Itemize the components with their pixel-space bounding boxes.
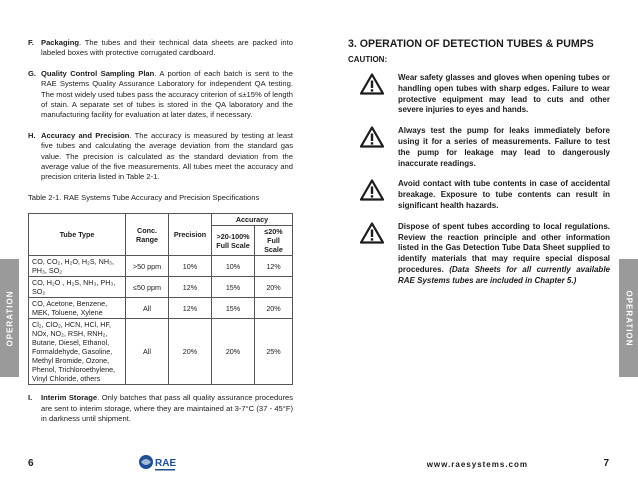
header-tube-type: Tube Type [29,214,126,256]
warning-item [348,222,610,287]
warning-text-main: Dispose of spent tubes according to local regulations. Review the reaction principle and other information listed in the Gas Detection Tube Data Sheet supplied to identify materials that may require special disposal procedures. [398,221,610,274]
header-accuracy-full: >20-100% Full Scale [212,226,255,256]
warning-item [348,73,610,116]
item-title: Packaging [41,38,79,47]
cell-acc-low: 20% [255,298,293,319]
header-accuracy-low: ≤20% Full Scale [255,226,293,256]
cell-acc-full: 15% [212,277,255,298]
cell-conc: >50 ppm [126,256,169,277]
warning-text-note: (Data Sheets for all currently available RAE Systems tubes are included in Chapter 5.) [398,264,610,285]
item-packaging [28,38,293,59]
cell-prec: 12% [169,277,212,298]
cell-prec: 20% [169,319,212,385]
cell-tube: CO, Acetone, Benzene, MEK, Toluene, Xylene [29,298,126,319]
warning-item [348,126,610,169]
section-title: 3. OPERATION OF DETECTION TUBES & PUMPS [348,38,594,50]
warning-triangle-icon [360,126,384,148]
item-body: . The accuracy is measured by testing at least five tubes and calculating the average deviation from the standard gas value. The precision is calculated as the standard deviation from the average value of the five measurements. All tubes meet the accuracy and precision criteria listed in Table 2-1. [41,130,294,182]
warning-triangle-icon [360,73,384,95]
right-page-column [348,38,610,297]
accuracy-precision-table [28,213,293,385]
item-letter: H. [28,130,36,140]
item-body: . The tubes and their technical data sheets are packed into labeled boxes with protective corrugated cardboard. [41,38,293,58]
item-title: Quality Control Sampling Plan [41,68,155,78]
item-title: Interim Storage [41,393,98,403]
header-conc-range: Conc. Range [126,214,169,256]
cell-acc-low: 25% [255,319,293,385]
warning-text: Always test the pump for leaks immediately before using it for a series of measurements. Failure to test the pump for leakage may lead to dangerously inaccurate readings. [398,126,610,168]
item-letter: I. [28,393,33,403]
item-letter: F. [28,38,34,47]
header-precision: Precision [169,214,212,256]
side-tab-left: OPERATION [0,259,19,377]
page-number-left: 6 [28,458,34,469]
table-row [29,298,293,319]
warning-text [398,222,610,287]
cell-acc-full: 15% [212,298,255,319]
caution-label: CAUTION: [348,55,388,64]
item-letter: G. [28,68,37,78]
cell-prec: 10% [169,256,212,277]
cell-acc-low: 12% [255,256,293,277]
table-row [29,277,293,298]
item-body: . A portion of each batch is sent to the RAE Systems Quality Assurance Laboratory for independent QA testing. The most widely used tubes pass the accuracy criterion of ≤±15% of length of stain. A separate set of tubes is stored in the QA laboratory and the manufacturing facility for evaluation at later dates, if necessary. [41,68,293,120]
warning-item [348,179,610,211]
page-number-right: 7 [603,458,609,469]
table-header-row [29,214,293,226]
website-url: www.raesystems.com [426,460,528,469]
warning-triangle-icon [360,179,384,201]
warning-text: Avoid contact with tube contents in case of accidental breakage. Exposure to tube contents can result in significant health hazards. [398,179,610,210]
cell-tube: CO, H₂O , H₂S, NH₃, PH₃, SO₂ [29,277,126,298]
cell-acc-full: 10% [212,256,255,277]
rae-systems-logo [138,452,178,476]
cell-conc: ≤50 ppm [126,277,169,298]
item-body: . Only batches that pass all quality assurance procedures are sent to interim storage, where they are maintained at 3-7°C (37 - 45°F) in darkness until shipment. [41,393,293,424]
table-row [29,256,293,277]
table-row [29,319,293,385]
cell-conc: All [126,319,169,385]
cell-conc: All [126,298,169,319]
cell-acc-low: 20% [255,277,293,298]
warning-text: Wear safety glasses and gloves when opening tubes or handling open tubes with sharp edges. Failure to wear protective equipment may lead to cuts and other severe injuries to eyes and hands. [398,73,610,115]
cell-prec: 12% [169,298,212,319]
cell-tube: Cl₂, ClO₂, HCN, HCl, HF, NOx, NO₂, RSH, RNH₂, Butane, Diesel, Ethanol, Formaldehyde, Gasoline, Methyl Bromide, Ozone, Phenol, Trichloroethylene, Vinyl Chloride, others [29,319,126,385]
item-interim-storage [28,393,293,424]
cell-tube: CO, CO₂, H₂O, H₂S, NH₃, PH₃, SO₂ [29,256,126,277]
table-caption: Table 2-1. RAE Systems Tube Accuracy and Precision Specifications [28,192,260,202]
cell-acc-full: 20% [212,319,255,385]
header-accuracy: Accuracy [212,214,293,226]
item-title: Accuracy and Precision [41,130,130,140]
svg-text:RAE: RAE [155,458,177,469]
side-tab-right: OPERATION [619,259,638,377]
warning-triangle-icon [360,222,384,244]
item-accuracy-precision [28,131,293,183]
item-qc-sampling [28,69,293,121]
left-page-column [28,38,293,435]
